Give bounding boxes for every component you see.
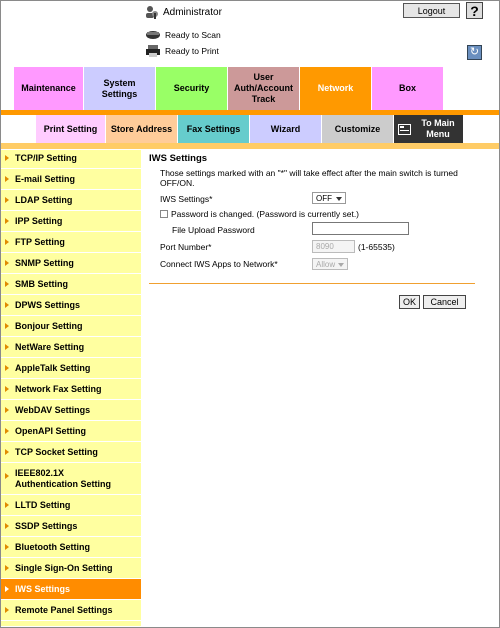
logout-button[interactable]: Logout bbox=[403, 3, 460, 18]
refresh-icon[interactable]: ↻ bbox=[467, 45, 482, 60]
sidebar-item-label: Bluetooth Setting bbox=[15, 541, 90, 552]
sidebar-item-label: Single Sign-On Setting bbox=[15, 562, 113, 573]
port-number-label: Port Number* bbox=[160, 242, 212, 252]
arrow-right-icon bbox=[5, 323, 9, 329]
connect-iws-apps-select[interactable]: Allow bbox=[312, 258, 348, 270]
arrow-right-icon bbox=[5, 386, 9, 392]
tab-box[interactable]: Box bbox=[372, 67, 444, 110]
sidebar-item[interactable] bbox=[1, 537, 141, 558]
connect-iws-apps-label: Connect IWS Apps to Network* bbox=[160, 259, 278, 269]
sidebar-item[interactable] bbox=[1, 600, 141, 621]
arrow-right-icon bbox=[5, 365, 9, 371]
sidebar-item-label: IWS Settings bbox=[15, 583, 71, 594]
sidebar-item[interactable] bbox=[1, 316, 141, 337]
sidebar-item-label: AppleTalk Setting bbox=[15, 362, 91, 373]
file-upload-password-label: File Upload Password bbox=[172, 225, 255, 235]
arrow-right-icon bbox=[5, 502, 9, 508]
sidebar-item-label: SSDP Settings bbox=[15, 520, 78, 531]
tab-wizard[interactable]: Wizard bbox=[250, 115, 322, 143]
user-label: Administrator bbox=[163, 6, 222, 18]
arrow-right-icon bbox=[5, 407, 9, 413]
sidebar-item-label: E-mail Setting bbox=[15, 173, 76, 184]
cancel-button[interactable]: Cancel bbox=[423, 295, 466, 309]
tab-system-settings[interactable]: System Settings bbox=[84, 67, 156, 110]
sidebar-item-label: DPWS Settings bbox=[15, 299, 81, 310]
arrow-right-icon bbox=[5, 523, 9, 529]
page-title: IWS Settings bbox=[149, 153, 208, 164]
scan-status bbox=[145, 28, 221, 42]
arrow-right-icon bbox=[5, 302, 9, 308]
arrow-right-icon bbox=[5, 155, 9, 161]
sidebar-item[interactable] bbox=[1, 558, 141, 579]
tab-fax-settings[interactable]: Fax Settings bbox=[178, 115, 250, 143]
port-range-label: (1-65535) bbox=[358, 242, 395, 252]
sidebar-item[interactable] bbox=[1, 148, 141, 169]
tab-store-address[interactable]: Store Address bbox=[106, 115, 178, 143]
to-main-menu-button[interactable]: To Main Menu bbox=[394, 115, 464, 143]
sidebar-item-label: TCP Socket Setting bbox=[15, 446, 98, 457]
password-changed-label: Password is changed. (Password is currently set.) bbox=[171, 209, 360, 219]
sidebar-item[interactable] bbox=[1, 579, 141, 600]
arrow-right-icon bbox=[5, 607, 9, 613]
arrow-right-icon bbox=[5, 260, 9, 266]
scan-status-label: Ready to Scan bbox=[165, 30, 221, 40]
main-menu-icon bbox=[398, 124, 411, 135]
tab-customize[interactable]: Customize bbox=[322, 115, 394, 143]
sidebar-item-label: Remote Panel Settings bbox=[15, 604, 113, 615]
arrow-right-icon bbox=[5, 428, 9, 434]
sidebar-item-label: OpenAPI Setting bbox=[15, 425, 87, 436]
chevron-down-icon bbox=[336, 197, 342, 201]
sidebar-item[interactable] bbox=[1, 274, 141, 295]
sidebar-item-label: Network Fax Setting bbox=[15, 383, 102, 394]
arrow-right-icon bbox=[5, 239, 9, 245]
user-indicator bbox=[145, 4, 222, 20]
sidebar-item-label: TCP/IP Setting bbox=[15, 152, 77, 163]
printer-icon bbox=[145, 45, 161, 57]
arrow-right-icon bbox=[5, 544, 9, 550]
chevron-down-icon bbox=[338, 263, 344, 267]
sidebar-item[interactable] bbox=[1, 358, 141, 379]
print-status-label: Ready to Print bbox=[165, 46, 219, 56]
sidebar-item[interactable] bbox=[1, 295, 141, 316]
sidebar-item-label: Bonjour Setting bbox=[15, 320, 83, 331]
sidebar-item[interactable] bbox=[1, 421, 141, 442]
sidebar-item[interactable] bbox=[1, 400, 141, 421]
ok-button[interactable]: OK bbox=[399, 295, 420, 309]
administrator-icon bbox=[145, 5, 159, 19]
password-changed-checkbox[interactable] bbox=[160, 210, 168, 218]
sidebar-item-label: IEEE802.1X Authentication Setting bbox=[15, 467, 111, 489]
sidebar-item[interactable] bbox=[1, 190, 141, 211]
sidebar-item-label: IPP Setting bbox=[15, 215, 63, 226]
tab-print-setting[interactable]: Print Setting bbox=[36, 115, 106, 143]
tab-maintenance[interactable]: Maintenance bbox=[14, 67, 84, 110]
sidebar-item[interactable] bbox=[1, 253, 141, 274]
tab-network[interactable]: Network bbox=[300, 67, 372, 110]
sidebar-item[interactable] bbox=[1, 169, 141, 190]
sidebar-item-label: LLTD Setting bbox=[15, 499, 71, 510]
arrow-right-icon bbox=[5, 586, 9, 592]
sidebar-item-label: SMB Setting bbox=[15, 278, 68, 289]
arrow-right-icon bbox=[5, 344, 9, 350]
sidebar-item-label: NetWare Setting bbox=[15, 341, 85, 352]
sidebar-item[interactable] bbox=[1, 211, 141, 232]
arrow-right-icon bbox=[5, 565, 9, 571]
sidebar-item[interactable] bbox=[1, 337, 141, 358]
arrow-right-icon bbox=[5, 197, 9, 203]
tab-user-auth-account-track[interactable]: User Auth/Account Track bbox=[228, 67, 300, 110]
sidebar-item[interactable] bbox=[1, 379, 141, 400]
sidebar-item[interactable] bbox=[1, 463, 141, 495]
scanner-icon bbox=[145, 29, 161, 41]
arrow-right-icon bbox=[5, 176, 9, 182]
tab-security[interactable]: Security bbox=[156, 67, 228, 110]
arrow-right-icon bbox=[5, 449, 9, 455]
file-upload-password-input[interactable] bbox=[312, 222, 409, 235]
arrow-right-icon bbox=[5, 473, 9, 479]
sidebar-item[interactable] bbox=[1, 516, 141, 537]
arrow-right-icon bbox=[5, 281, 9, 287]
port-number-input[interactable]: 8090 bbox=[312, 240, 355, 253]
sidebar-item[interactable] bbox=[1, 232, 141, 253]
arrow-right-icon bbox=[5, 218, 9, 224]
sidebar-item-label: WebDAV Settings bbox=[15, 404, 91, 415]
restart-note: Those settings marked with an "*" will take effect after the main switch is turned OFF/ON. bbox=[160, 168, 458, 188]
iws-settings-label: IWS Settings* bbox=[160, 194, 213, 204]
sidebar-item-label: FTP Setting bbox=[15, 236, 65, 247]
sidebar-item[interactable] bbox=[1, 495, 141, 516]
iws-settings-select[interactable]: OFF bbox=[312, 192, 346, 204]
print-status bbox=[145, 44, 219, 58]
sidebar-item-label: SNMP Setting bbox=[15, 257, 74, 268]
sidebar-item[interactable] bbox=[1, 442, 141, 463]
sidebar-item-label: LDAP Setting bbox=[15, 194, 73, 205]
help-button[interactable]: ? bbox=[466, 2, 483, 19]
divider bbox=[149, 283, 475, 284]
